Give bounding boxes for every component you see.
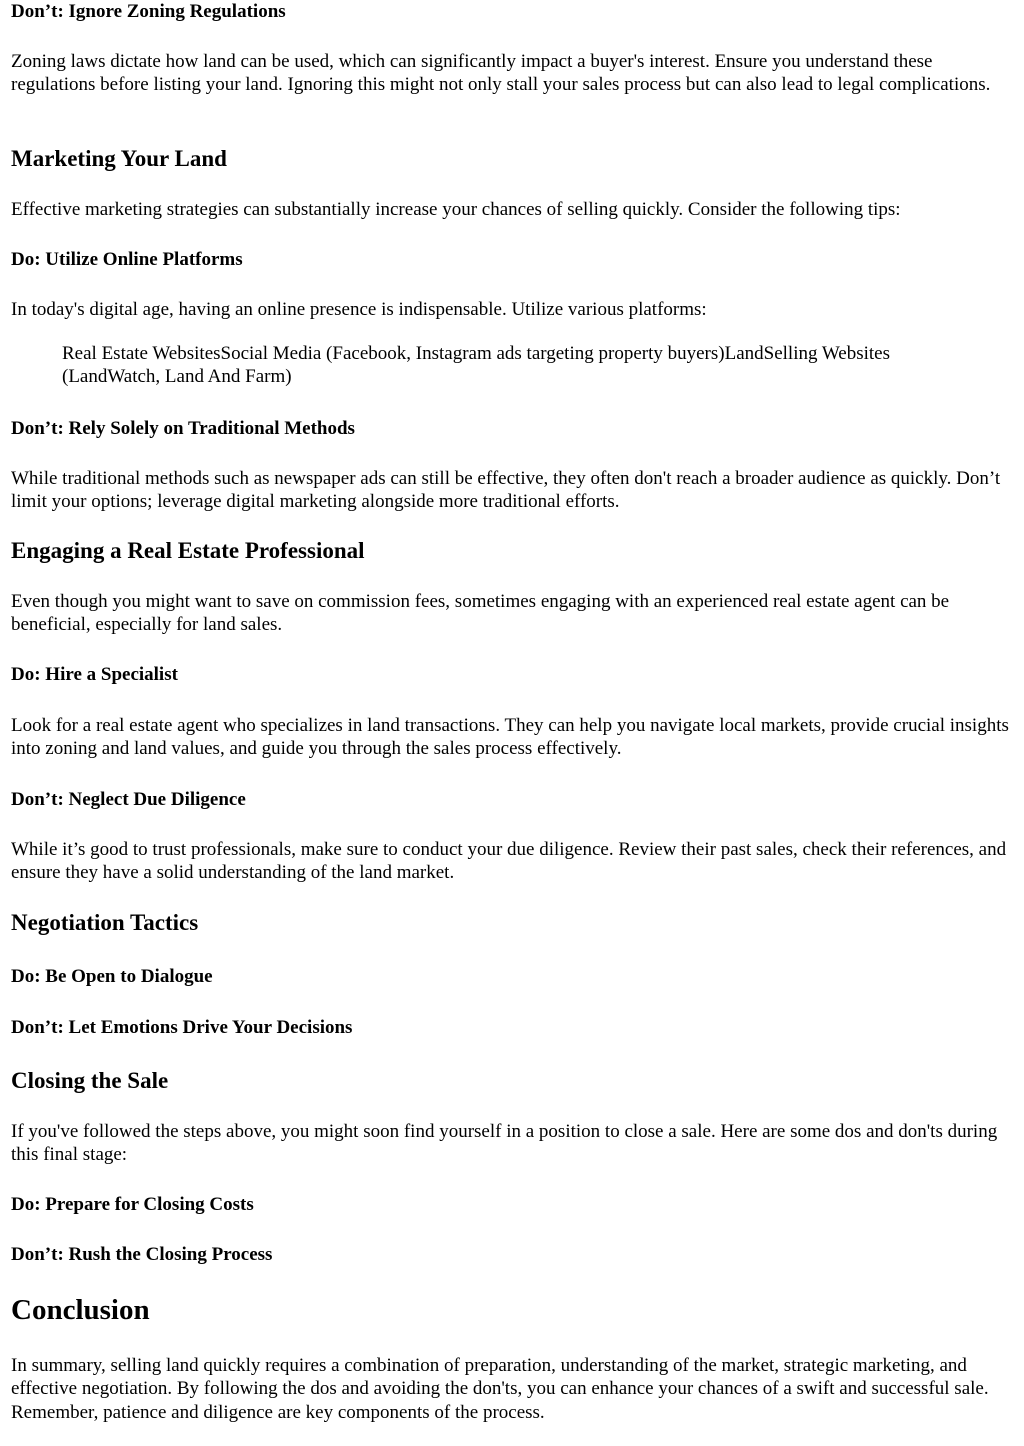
dialogue-do-heading: Do: Be Open to Dialogue bbox=[11, 966, 213, 987]
online-do-heading: Do: Utilize Online Platforms bbox=[11, 249, 243, 270]
list-item: Social Media (Facebook, Instagram ads targeting property buyers) bbox=[220, 343, 725, 364]
professional-heading: Engaging a Real Estate Professional bbox=[11, 538, 365, 563]
rush-dont-heading: Don’t: Rush the Closing Process bbox=[11, 1244, 273, 1265]
closing-intro-paragraph: If you've followed the steps above, you might soon find yourself in a position to close a sale. Here are some dos and don'ts during this final stage: bbox=[11, 1121, 998, 1166]
specialist-do-paragraph: Look for a real estate agent who specializes in land transactions. They can help you navigate local markets, provide crucial insights into zoning and land values, and guide you through the sales process effectively. bbox=[11, 715, 1009, 760]
traditional-dont-heading: Don’t: Rely Solely on Traditional Methods bbox=[11, 418, 355, 439]
conclusion-paragraph: In summary, selling land quickly requires a combination of preparation, understanding of the market, strategic marketing, and effective negotiation. By following the dos and avoiding the don'ts, you can enhance your chances of a swift and successful sale. Remember, patience and diligence are key components of the process. bbox=[11, 1355, 989, 1423]
platform-list bbox=[62, 342, 984, 389]
online-do-paragraph: In today's digital age, having an online presence is indispensable. Utilize various platforms: bbox=[11, 299, 707, 320]
list-item: LandSelling Websites (LandWatch, Land And Farm) bbox=[62, 343, 890, 388]
conclusion-heading: Conclusion bbox=[11, 1294, 150, 1326]
zoning-dont-paragraph: Zoning laws dictate how land can be used, which can significantly impact a buyer's interest. Ensure you understand these regulations before listing your land. Ignoring this might not only stall your sales process but can also lead to legal complications. bbox=[11, 51, 991, 96]
traditional-dont-paragraph: While traditional methods such as newspaper ads can still be effective, they often don't reach a broader audience as quickly. Don’t limit your options; leverage digital marketing alongside more traditional efforts. bbox=[11, 468, 1001, 513]
professional-intro-paragraph: Even though you might want to save on commission fees, sometimes engaging with an experienced real estate agent can be beneficial, especially for land sales. bbox=[11, 591, 950, 636]
closing-heading: Closing the Sale bbox=[11, 1068, 169, 1093]
marketing-intro-paragraph: Effective marketing strategies can substantially increase your chances of selling quickly. Consider the following tips: bbox=[11, 199, 901, 220]
list-item: Real Estate Websites bbox=[62, 343, 221, 364]
diligence-dont-heading: Don’t: Neglect Due Diligence bbox=[11, 789, 246, 810]
zoning-dont-heading: Don’t: Ignore Zoning Regulations bbox=[11, 1, 286, 22]
diligence-dont-paragraph: While it’s good to trust professionals, make sure to conduct your due diligence. Review their past sales, check their references, and ensure they have a solid understanding of the land market. bbox=[11, 839, 1007, 884]
negotiation-heading: Negotiation Tactics bbox=[11, 910, 199, 935]
specialist-do-heading: Do: Hire a Specialist bbox=[11, 664, 178, 685]
marketing-heading: Marketing Your Land bbox=[11, 146, 227, 171]
costs-do-heading: Do: Prepare for Closing Costs bbox=[11, 1194, 254, 1215]
emotions-dont-heading: Don’t: Let Emotions Drive Your Decisions bbox=[11, 1017, 353, 1038]
